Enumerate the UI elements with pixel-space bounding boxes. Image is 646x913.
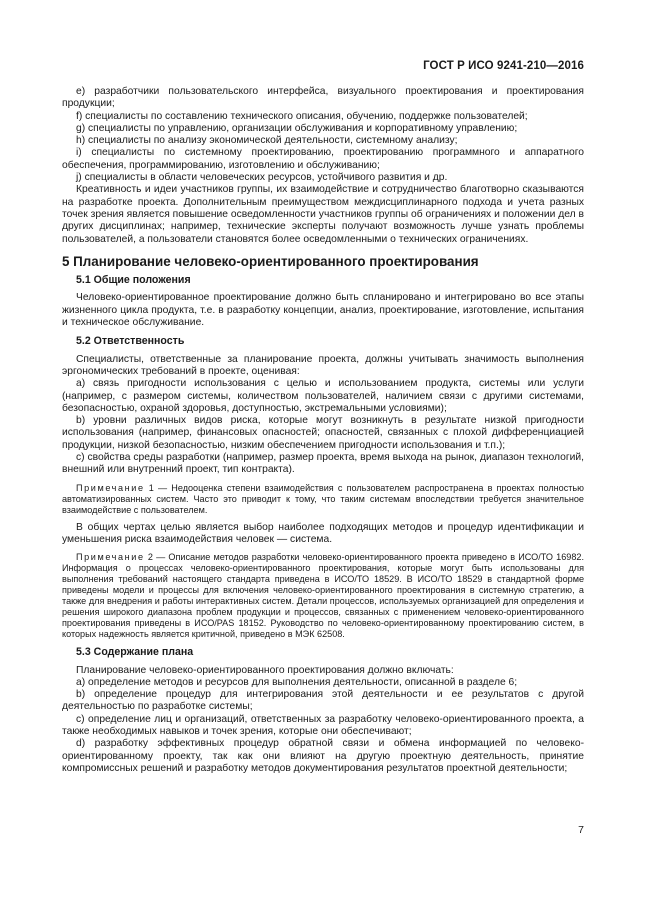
note-1-label: Примечание [76,482,145,493]
list-item: f) специалисты по составлению технического описания, обучению, поддержке пользователей; [76,110,528,122]
section-5-3-heading: 5.3 Содержание плана [76,646,194,659]
paragraph-creativity: Креативность и идеи участников группы, их взаимодействие и сотрудничество благотворно сказываются на разработке проекта. Дополнительным преимуществом междисциплинарного подхода и учета разных точек зрения является повышение осведомленности участников группы об ограничениях и положении дел в других дисциплинах; например, технические эксперты получают возможность лучше узнать проблемы пользователей, а пользователи становятся более осведомленными о технических ограничениях. [62,184,584,245]
list-item: а) связь пригодности использования с целью и использованием продукта, системы или услуги (например, с размером системы, количеством пользователей, наличием связи с другими системами, безопасностью, охраной здоровья, доступностью, экстремальными условиями); [62,378,584,414]
note-2 [62,552,584,640]
list-item: i) специалисты по системному проектированию, проектированию программного и аппаратного обеспечения, программированию, изготовлению и обслуживанию; [62,147,584,171]
note-2-label: Примечание [76,552,145,563]
note-1-text: 1 — Недооценка степени взаимодействия с пользователем распространена в проектах полностью автоматизированных систем. Часто это приводит к тому, что таким системам впоследствии требуется значительное взаимодействие с пользователем. [62,482,584,515]
list-item: а) определение методов и ресурсов для выполнения деятельности, описанной в разделе 6; [76,676,518,688]
section-5-heading: 5 Планирование человеко-ориентированного проектирования [62,253,479,269]
list-item: c) определение лиц и организаций, ответственных за разработку человеко-ориентированного проекта, а также необходимых навыков и точек зрения, которые они обеспечивают; [62,713,584,737]
list-item: b) определение процедур для интегрирования этой деятельности и ее результатов с другой деятельностью по разработке системы; [62,689,584,713]
document-id-header: ГОСТ Р ИСО 9241-210—2016 [423,60,584,72]
list-item: с) свойства среды разработки (например, размер проекта, время выхода на рынок, диапазон технологий, внешний или внутренний проект, тип контракта). [62,452,584,476]
paragraph-5-3-intro: Планирование человеко-ориентированного проектирования должно включать: [76,664,454,676]
section-5-1-heading: 5.1 Общие положения [76,274,191,287]
note-1 [62,483,584,516]
page-content [62,86,584,775]
paragraph-5-1: Человеко-ориентированное проектирование должно быть спланировано и интегрировано во все этапы жизненного цикла продукта, т.е. в разработку концепции, анализ, проектирование, изготовление, испытания и техническое обслуживание. [62,292,584,329]
list-item: h) специалисты по анализу экономической деятельности, системному анализу; [76,135,458,147]
list-item: j) специалисты в области человеческих ресурсов, устойчивого развития и др. [76,172,448,184]
page-number: 7 [578,824,584,836]
list-item: g) специалисты по управлению, организации обслуживания и корпоративному управлению; [76,122,518,134]
note-2-text: 2 — Описание методов разработки человеко-ориентированного проекта приведено в ИСО/ТО 16982. Информация о процессах человеко-ориентированного проектирования, которые могут быть использованы для выполнения требований настоящего стандарта приведена в ИСО/ТО 18529. В ИСО/ТО 18529 в стандартной форме приведены модели и процессы для включения человеко-ориентированного проектирования в системную стратегию, а также для внедрения и работы интерактивных систем. Детали процессов, используемых организацией для определения и решения широкого диапазона проблем продукции и процессов, связанных с применением человеко-ориентированного проектирования приведены в ИСО/PAS 18152. Руководство по человеко-ориентированному проектированию систем, в которых надежность является критичной, приведено в МЭК 62508. [62,552,584,640]
section-5-2-heading: 5.2 Ответственность [76,335,185,348]
paragraph-5-2-intro: Специалисты, ответственные за планирование проекта, должны учитывать значимость выполнения эргономических требований в проекте, оценивая: [62,353,584,377]
paragraph-goal: В общих чертах целью является выбор наиболее подходящих методов и процедур идентификации и уменьшения риска взаимодействия человек — система. [62,521,584,545]
list-item: e) разработчики пользовательского интерфейса, визуального проектирования и проектирования продукции; [62,86,584,110]
list-item: b) уровни различных видов риска, которые могут возникнуть в результате низкой пригодности использования (например, финансовых опасностей; опасностей, связанных с плохой дифференциацией продукции, низкой безопасностью, низким обеспечением пригодности использования и т.п.); [62,415,584,451]
list-item: d) разработку эффективных процедур обратной связи и обмена информацией по человеко-ориентированному проекту, так как они влияют на другую проектную деятельность, принятие компромиссных решений и разработку методов документирования результатов проектной деятельности; [62,738,584,774]
